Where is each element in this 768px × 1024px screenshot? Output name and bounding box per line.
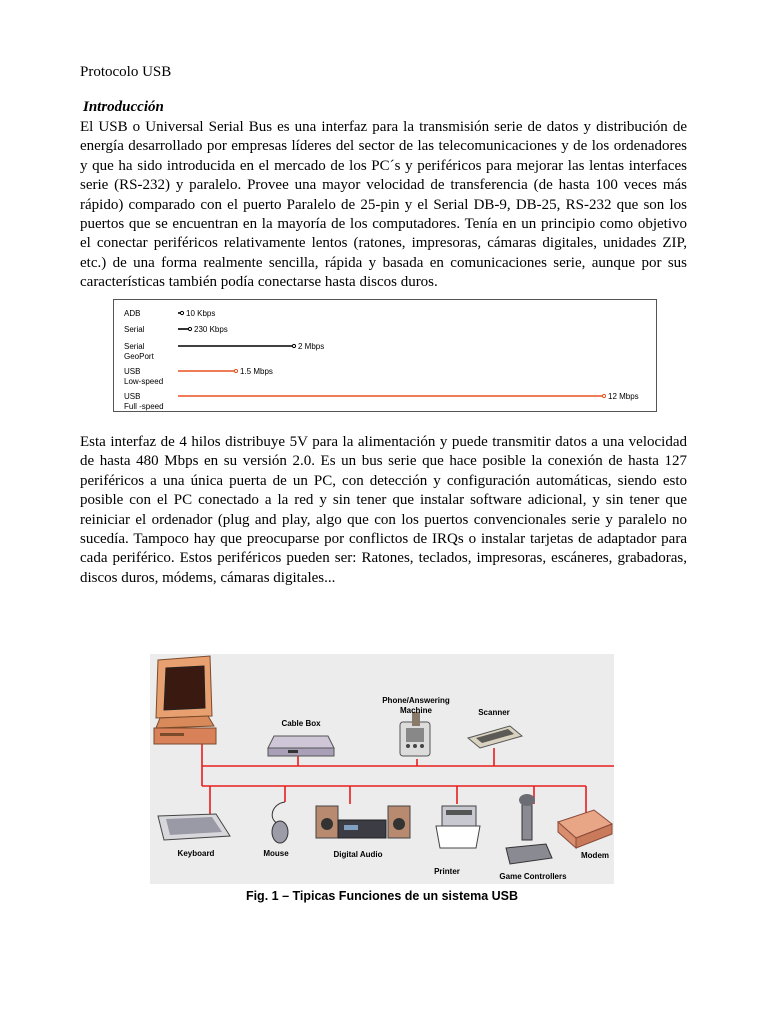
label-scanner: Scanner (478, 708, 510, 717)
chart-category-label: GeoPort (124, 352, 154, 361)
label-modem: Modem (581, 851, 609, 860)
modem-icon (558, 810, 612, 860)
chart-value-label: 230 Kbps (194, 325, 228, 334)
game-controller-icon (499, 794, 567, 881)
cable-box-icon (268, 719, 334, 756)
chart-category-label: Serial (124, 342, 145, 351)
chart-value-label: 12 Mbps (608, 392, 639, 401)
speed-chart-svg (114, 300, 658, 413)
chart-category-label: USB (124, 392, 141, 401)
printer-icon (434, 806, 480, 876)
chart-category-label: USB (124, 367, 141, 376)
chart-category-label: Serial (124, 325, 145, 334)
label-phone-line1: Phone/Answering (382, 696, 450, 705)
usb-system-figure (150, 654, 614, 884)
digital-audio-icon (316, 806, 410, 859)
chart-bar-end (180, 311, 183, 314)
computer-icon (154, 656, 216, 744)
chart-bar-end (188, 327, 191, 330)
keyboard-icon (158, 814, 230, 858)
chart-category-label: Full -speed (124, 402, 164, 411)
chart-bar-end (292, 344, 295, 347)
phone-icon (382, 696, 450, 756)
chart-category-label: ADB (124, 309, 141, 318)
label-keyboard: Keyboard (177, 849, 215, 858)
label-cable-box: Cable Box (281, 719, 321, 728)
usb-system-diagram (150, 654, 614, 884)
label-mouse: Mouse (263, 849, 289, 858)
paragraph-features: Esta interfaz de 4 hilos distribuye 5V para la alimentación y puede transmitir datos a una velocidad de hasta 480 Mbps en su versión 2.0. Es un bus serie que hace posible la conexión de hasta 127 periféricos a una única puerta de un PC, con detección y configuración automáticas, siendo esto posible con el PC conectado a la red y sin tener que instalar software adicional, y sin tener que reiniciar el ordenador (plug and play, algo que con los puertos convencionales serie y paralelo no sucedía. Tampoco hay que preocuparse por conflictos de IRQs o instalar tarjetas de adaptador para cada periférico. Estos periféricos pueden ser: Ratones, teclados, impresoras, escáneres, grabadoras, discos duros, módems, cámaras digitales... (80, 434, 687, 586)
section-heading: Introducción (83, 99, 164, 115)
label-printer: Printer (434, 867, 460, 876)
mouse-icon (263, 802, 289, 858)
label-phone-line2: Machine (399, 706, 433, 715)
chart-bar-end (234, 369, 237, 372)
label-game-controllers: Game Controllers (499, 872, 567, 881)
scanner-icon (468, 708, 522, 748)
figure-caption: Fig. 1 – Tipicas Funciones de un sistema USB (245, 889, 519, 903)
chart-category-label: Low-speed (124, 377, 164, 386)
document-title: Protocolo USB (80, 64, 172, 80)
speed-comparison-chart (113, 299, 657, 412)
chart-value-label: 10 Kbps (186, 309, 216, 318)
paragraph-intro: El USB o Universal Serial Bus es una interfaz para la transmisión serie de datos y distribución de energía desarrollado por empresas líderes del sector de las telecomunicaciones y de los ordenadores y que ha sido introducida en el mercado de los PC´s y periféricos para mejorar las lentas interfaces serie (RS-232) y paralelo. Provee una mayor velocidad de transferencia (de hasta 100 veces más rápido) comparado con el puerto Paralelo de 25-pin y el Serial DB-9, DB-25, RS-232 que son los puertos que se encuentran en la mayoría de los computadores. Tenía en un principio como objetivo el conectar periféricos relativamente lentos (ratones, impresoras, cámaras digitales, unidades ZIP, etc.) de una forma realmente sencilla, rápida y basada en comunicaciones serie, aunque por sus características también podía conectarse hasta discos duros. (80, 119, 687, 291)
chart-value-label: 1.5 Mbps (240, 367, 273, 376)
chart-bar-end (602, 394, 605, 397)
label-digital-audio: Digital Audio (333, 850, 383, 859)
chart-value-label: 2 Mbps (298, 342, 325, 351)
